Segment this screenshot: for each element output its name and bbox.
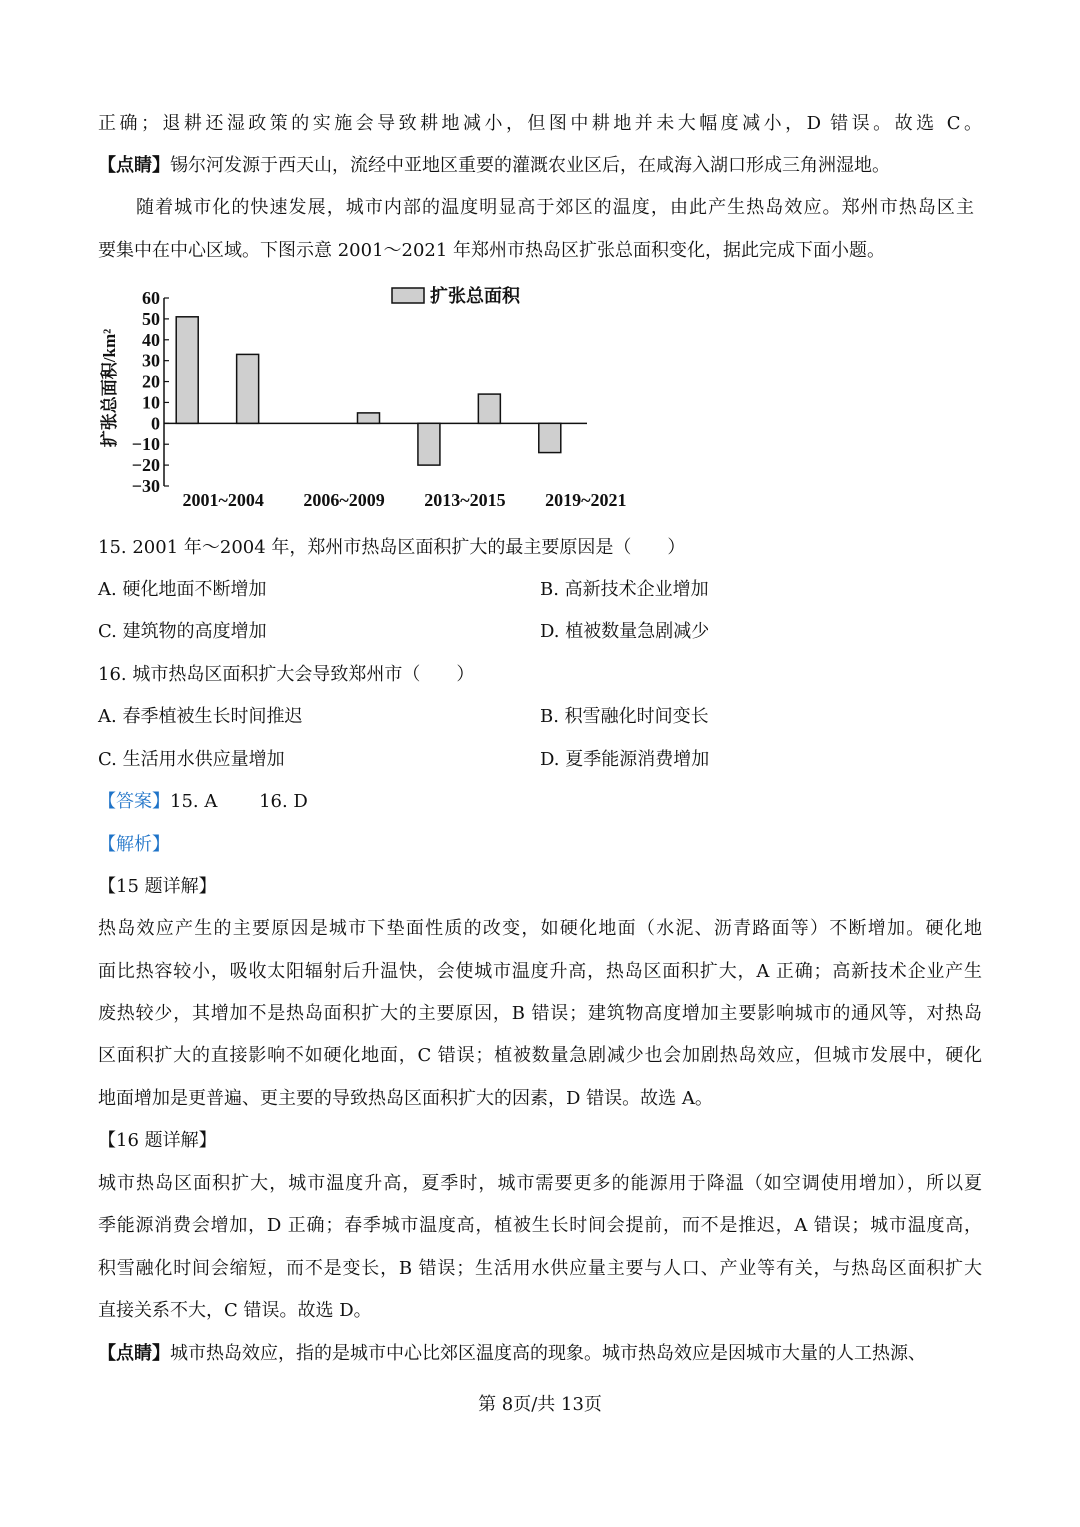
passage-line-2: 要集中在中心区域。下图示意 2001～2021 年郑州市热岛区扩张总面积变化，据此完成下面小题。 xyxy=(98,240,886,261)
q16-stem: 16. 城市热岛区面积扩大会导致郑州市（ ） xyxy=(98,664,475,685)
detail-16-line: 直接关系不大，C 错误。故选 D。 xyxy=(98,1300,372,1321)
detail-15-line: 废热较少，其增加不是热岛面积扩大的主要原因，B 错误；建筑物高度增加主要影响城市的通风等，对热岛 xyxy=(98,1003,982,1024)
q16-option-c: C. 生活用水供应量增加 xyxy=(98,749,285,770)
detail-15-label: 【15 题详解】 xyxy=(98,876,217,897)
x-tick-label: 2019~2021 xyxy=(545,490,627,510)
bar xyxy=(358,413,380,423)
page-footer: 第 8页/共 13页 xyxy=(478,1394,602,1415)
answer-text: 15. A 16. D xyxy=(170,791,308,812)
bar xyxy=(237,354,259,423)
bar xyxy=(539,423,561,452)
bar xyxy=(478,394,500,423)
final-dianjing-line xyxy=(98,1341,926,1367)
x-tick-label: 2013~2015 xyxy=(424,490,506,510)
bar xyxy=(418,423,440,465)
q15-option-a: A. 硬化地面不断增加 xyxy=(98,579,267,600)
dianjing-line xyxy=(98,153,890,179)
intro-line-1: 正确；退耕还湿政策的实施会导致耕地减小，但图中耕地并未大幅度减小，D 错误。故选 C。 xyxy=(98,113,982,134)
q15-option-b: B. 高新技术企业增加 xyxy=(540,579,709,600)
detail-15-line: 区面积扩大的直接影响不如硬化地面，C 错误；植被数量急剧减少也会加剧热岛效应，但城市发展中，硬化 xyxy=(98,1045,982,1066)
detail-15-line: 地面增加是更普遍、更主要的导致热岛区面积扩大的因素，D 错误。故选 A。 xyxy=(98,1088,713,1109)
legend-swatch xyxy=(392,288,424,303)
q16-option-d: D. 夏季能源消费增加 xyxy=(540,749,710,770)
y-tick-label: 30 xyxy=(142,350,160,371)
y-tick-label: 0 xyxy=(151,413,160,434)
y-tick-label: −20 xyxy=(131,455,160,476)
y-tick-label: 10 xyxy=(142,392,160,413)
y-tick-label: 60 xyxy=(142,288,160,308)
heat-island-chart xyxy=(95,278,627,510)
analysis-label: 【解析】 xyxy=(98,834,170,855)
answer-label: 【答案】 xyxy=(98,791,170,812)
y-tick-label: −30 xyxy=(131,476,160,496)
q15-stem: 15. 2001 年～2004 年，郑州市热岛区面积扩大的最主要原因是（ ） xyxy=(98,537,686,558)
x-tick-label: 2006~2009 xyxy=(303,490,385,510)
y-tick-label: 20 xyxy=(142,371,160,392)
dianjing-label: 【点睛】 xyxy=(98,155,170,176)
answer-line xyxy=(98,789,308,815)
passage-line-1: 随着城市化的快速发展，城市内部的温度明显高于郊区的温度，由此产生热岛效应。郑州市热岛区主 xyxy=(136,197,974,218)
legend-label: 扩张总面积 xyxy=(430,286,520,306)
q15-option-d: D. 植被数量急剧减少 xyxy=(540,621,710,642)
y-tick-label: 40 xyxy=(142,329,160,350)
y-axis-label: 扩张总面积/km² xyxy=(100,328,119,448)
dianjing-text: 锡尔河发源于西天山，流经中亚地区重要的灌溉农业区后，在咸海入湖口形成三角洲湿地。 xyxy=(170,155,890,176)
q16-option-b: B. 积雪融化时间变长 xyxy=(540,706,709,727)
x-tick-label: 2001~2004 xyxy=(182,490,264,510)
q16-option-a: A. 春季植被生长时间推迟 xyxy=(98,706,303,727)
detail-16-line: 城市热岛区面积扩大，城市温度升高，夏季时，城市需要更多的能源用于降温（如空调使用增加），所以夏 xyxy=(98,1173,982,1194)
detail-15-line: 热岛效应产生的主要原因是城市下垫面性质的改变，如硬化地面（水泥、沥青路面等）不断增加。硬化地 xyxy=(98,918,982,939)
y-tick-label: −10 xyxy=(131,434,160,455)
y-tick-label: 50 xyxy=(142,308,160,329)
q15-option-c: C. 建筑物的高度增加 xyxy=(98,621,267,642)
detail-16-line: 季能源消费会增加，D 正确；春季城市温度高，植被生长时间会提前，而不是推迟，A 错误；城市温度高， xyxy=(98,1215,982,1236)
bar xyxy=(176,317,198,424)
detail-15-line: 面比热容较小，吸收太阳辐射后升温快，会使城市温度升高，热岛区面积扩大，A 正确；高新技术企业产生 xyxy=(98,961,982,982)
detail-16-line: 积雪融化时间会缩短，而不是变长，B 错误；生活用水供应量主要与人口、产业等有关，与热岛区面积扩大 xyxy=(98,1258,982,1279)
detail-16-label: 【16 题详解】 xyxy=(98,1130,217,1151)
final-dianjing-text: 城市热岛效应，指的是城市中心比郊区温度高的现象。城市热岛效应是因城市大量的人工热源、 xyxy=(170,1343,926,1364)
final-dianjing-label: 【点睛】 xyxy=(98,1343,170,1364)
